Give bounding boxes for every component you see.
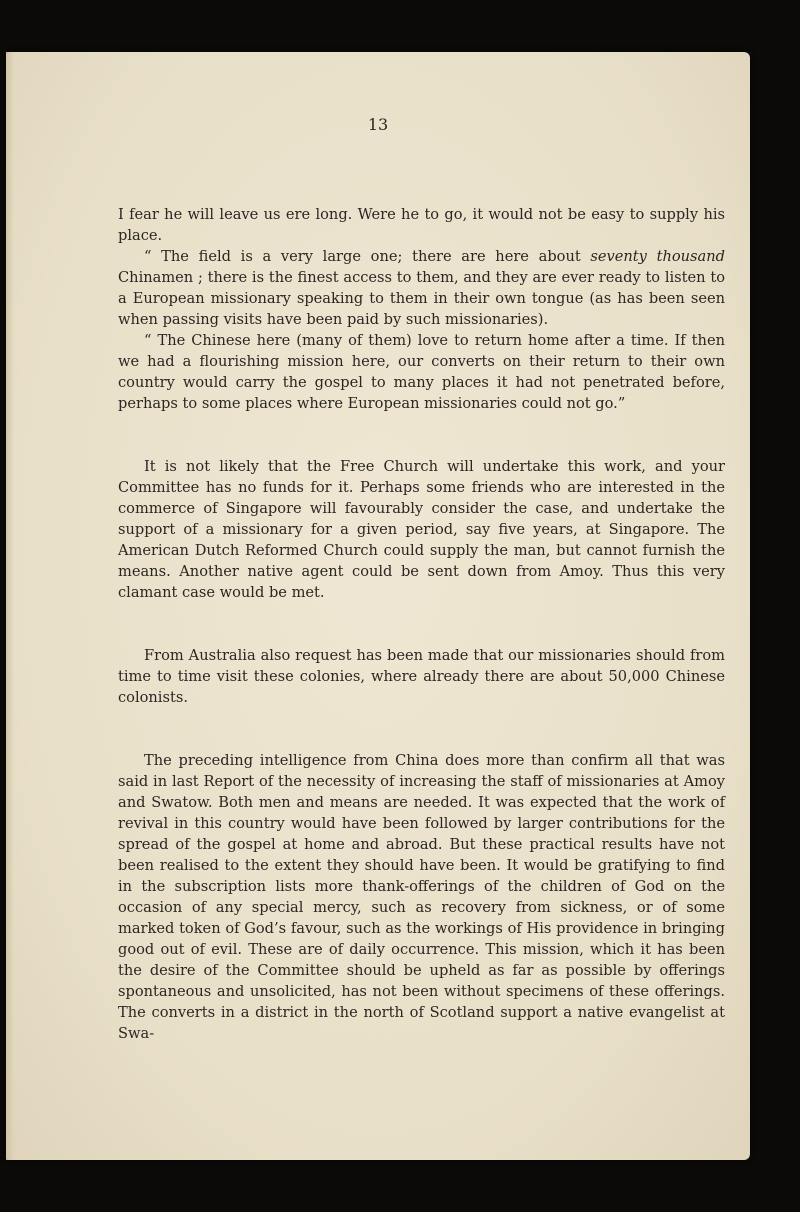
letter-paragraph-1: I fear he will leave us ere long. Were he to go, it would not be easy to supply his place. <box>118 206 725 244</box>
paragraph-preceding-intelligence: The preceding intelligence from China does more than confirm all that was said in last Report of the necessity of increasing the staff of missionaries at Amoy and Swatow. Both men and means are needed. It was expected that the work of revival in this country would have been followed by larger contributions for the spread of the gospel at home and abroad. But these practical results have not been realised to the extent they should have been. It would be gratifying to find in the subscription lists more thank-offerings of the children of God on the occasion of any special mercy, such as recovery from sickness, or of some marked token of God’s favour, such as the workings of His providence in bringing good out of evil. These are of daily occurrence. This mission, which it has been the desire of the Committee should be upheld as far as possible by offerings spontaneous and unsolicited, has not been without specimens of these offerings. The converts in a district in the north of Scotland support a native evangelist at Swa- <box>118 752 725 1042</box>
paragraph-singapore-support: It is not likely that the Free Church will undertake this work, and your Committee has no funds for it. Perhaps some friends who are interested in the commerce of Singapore will favourably consider the case, and undertake the support of a missionary for a given period, say five years, at Singapore. The American Dutch Reformed Church could supply the man, but cannot furnish the means. Another native agent could be sent down from Amoy. Thus this very clamant case would be met. <box>118 458 725 601</box>
letter-paragraph-2 <box>118 246 725 330</box>
paragraph-australia: From Australia also request has been made that our missionaries should from time to time visit these colonies, where already there are about 50,000 Chinese colonists. <box>118 647 725 706</box>
emphasis-seventy-thousand: seventy thousand <box>590 248 725 265</box>
page-body <box>118 204 725 1044</box>
book-page <box>6 52 750 1160</box>
section-gap <box>118 603 725 645</box>
page-number: 13 <box>367 115 389 134</box>
letter-paragraph-2-start: “ The field is a very large one; there are here about <box>144 248 591 265</box>
letter-paragraph-3: “ The Chinese here (many of them) love to return home after a time. If then we had a flourishing mission here, our converts on their return to their own country would carry the gospel to many places it had not penetrated before, perhaps to some places where European missionaries could not go.” <box>118 332 725 412</box>
letter-paragraph-2-end: Chinamen ; there is the finest access to them, and they are ever ready to listen to a European missionary speaking to them in their own tongue (as has been seen when passing visits have been paid by such missionaries). <box>118 269 725 328</box>
page-binding-edge <box>6 52 14 1160</box>
section-gap <box>118 414 725 456</box>
section-gap <box>118 708 725 750</box>
